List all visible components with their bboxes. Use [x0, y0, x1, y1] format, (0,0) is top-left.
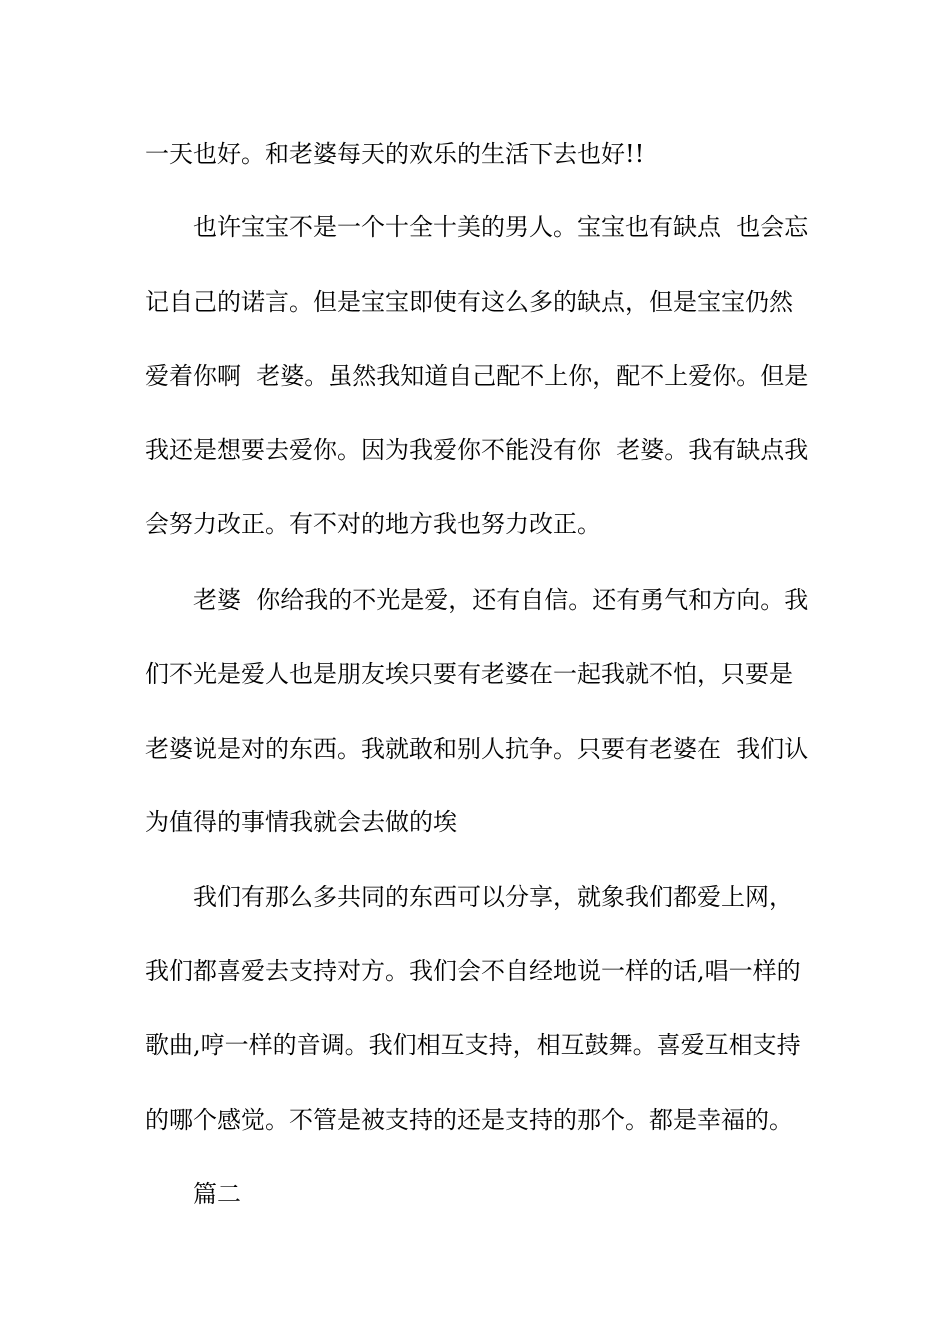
text-line: 老婆说是对的东西。我就敢和别人抗争。只要有老婆在 我们认 [145, 735, 809, 763]
text-line: 歌曲,哼一样的音调。我们相互支持，相互鼓舞。喜爱互相支持 [145, 1031, 801, 1059]
text-line: 我还是想要去爱你。因为我爱你不能没有你 老婆。我有缺点我 [145, 436, 809, 464]
text-line: 记自己的诺言。但是宝宝即使有这么多的缺点，但是宝宝仍然 [145, 288, 793, 316]
text-line: 的哪个感觉。不管是被支持的还是支持的那个。都是幸福的。 [145, 1106, 793, 1134]
text-line: 会努力改正。有不对的地方我也努力改正。 [145, 510, 601, 538]
text-line: 们不光是爱人也是朋友埃只要有老婆在一起我就不怕，只要是 [145, 660, 793, 688]
text-line: 我们都喜爱去支持对方。我们会不自经地说一样的话,唱一样的 [145, 957, 801, 985]
text-line: 一天也好。和老婆每天的欢乐的生活下去也好!! [145, 140, 645, 168]
section-heading: 篇二 [193, 1180, 241, 1208]
text-line: 老婆 你给我的不光是爱，还有自信。还有勇气和方向。我 [193, 586, 809, 614]
text-line: 为值得的事情我就会去做的埃 [145, 808, 457, 836]
text-line: 爱着你啊 老婆。虽然我知道自己配不上你，配不上爱你。但是 [145, 362, 809, 390]
text-line: 也许宝宝不是一个十全十美的男人。宝宝也有缺点 也会忘 [193, 213, 809, 241]
text-line: 我们有那么多共同的东西可以分享，就象我们都爱上网， [193, 883, 793, 911]
